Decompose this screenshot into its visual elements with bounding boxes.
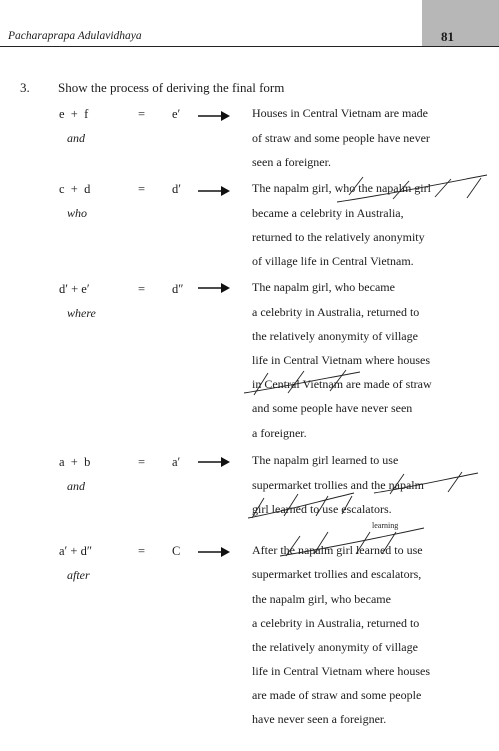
step-line: are made of straw and some people bbox=[252, 688, 422, 702]
step-line: The napalm girl learned to use bbox=[252, 453, 399, 467]
step-line: Houses in Central Vietnam are made bbox=[252, 106, 429, 120]
step-line: seen a foreigner. bbox=[252, 155, 331, 169]
step-line: girl learned to use escalators. bbox=[252, 502, 392, 516]
step-line: the relatively anonymity of village bbox=[252, 329, 418, 343]
step-line: The napalm girl, who became bbox=[252, 280, 395, 294]
step-equals: = bbox=[138, 282, 146, 296]
arrow-icon bbox=[197, 456, 231, 468]
step-formula: a′ + d″ bbox=[59, 544, 93, 558]
step-line: life in Central Vietnam where houses bbox=[252, 353, 431, 367]
step-connective: who bbox=[67, 206, 88, 220]
handwritten-note: learning bbox=[372, 521, 399, 530]
step-line: life in Central Vietnam where houses bbox=[252, 664, 431, 678]
step-connective: where bbox=[67, 306, 96, 320]
question-text: Show the process of deriving the final form bbox=[58, 80, 285, 95]
step-line: The napalm girl, who the napalm girl bbox=[252, 181, 431, 195]
step-line: a celebrity in Australia, returned to bbox=[252, 305, 420, 319]
step-line: became a celebrity in Australia, bbox=[252, 206, 404, 220]
step-result: a′ bbox=[172, 455, 181, 469]
step-connective: and bbox=[67, 131, 85, 145]
step-result: d″ bbox=[172, 282, 184, 296]
step-line: of straw and some people have never bbox=[252, 131, 430, 145]
step-result: C bbox=[172, 544, 181, 558]
step-connective: and bbox=[67, 479, 85, 493]
step-equals: = bbox=[138, 107, 146, 121]
step-line: the relatively anonymity of village bbox=[252, 640, 418, 654]
step-result: d′ bbox=[172, 182, 181, 196]
step-equals: = bbox=[138, 544, 146, 558]
page-number: 81 bbox=[441, 29, 454, 44]
header-author: Pacharaprapa Adulavidhaya bbox=[8, 30, 142, 42]
step-line: supermarket trollies and the napalm bbox=[252, 478, 424, 492]
step-formula: a + b bbox=[59, 455, 91, 469]
question-number: 3. bbox=[20, 80, 30, 95]
step-result: e′ bbox=[172, 107, 181, 121]
step-line: have never seen a foreigner. bbox=[252, 712, 387, 726]
step-line: supermarket trollies and escalators, bbox=[252, 567, 422, 581]
step-line: of village life in Central Vietnam. bbox=[252, 254, 414, 268]
step-formula: c + d bbox=[59, 182, 91, 196]
step-equals: = bbox=[138, 182, 146, 196]
step-connective: after bbox=[67, 568, 90, 582]
step-line: a celebrity in Australia, returned to bbox=[252, 616, 420, 630]
step-line: and some people have never seen bbox=[252, 401, 413, 415]
step-line: After the napalm girl learned to use bbox=[252, 543, 423, 557]
step-line: the napalm girl, who became bbox=[252, 592, 391, 606]
step-equals: = bbox=[138, 455, 146, 469]
arrow-icon bbox=[197, 185, 231, 197]
arrow-icon bbox=[197, 282, 231, 294]
arrow-icon bbox=[197, 546, 231, 558]
running-header bbox=[0, 24, 499, 47]
step-formula: e + f bbox=[59, 107, 89, 121]
arrow-icon bbox=[197, 110, 231, 122]
step-line: returned to the relatively anonymity bbox=[252, 230, 425, 244]
step-line: in Central Vietnam are made of straw bbox=[252, 377, 432, 391]
step-formula: d′ + e′ bbox=[59, 282, 90, 296]
step-line: a foreigner. bbox=[252, 426, 307, 440]
